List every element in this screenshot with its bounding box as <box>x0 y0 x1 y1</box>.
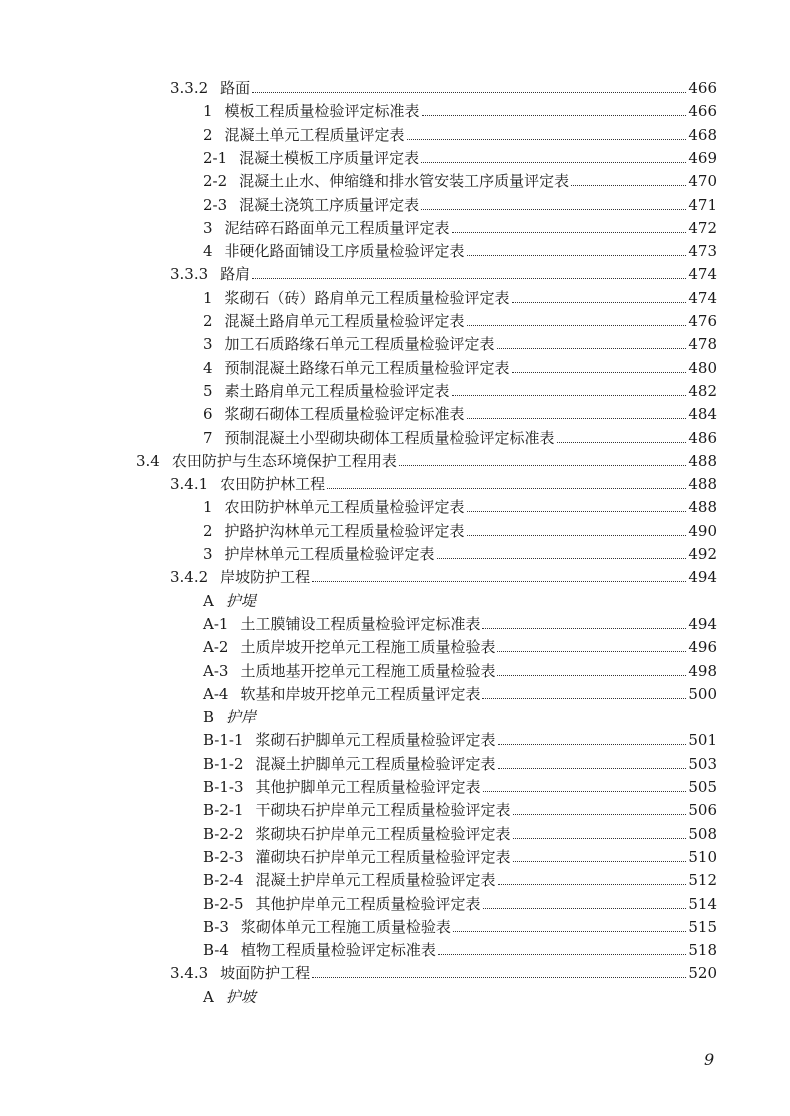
toc-entry[interactable] <box>203 239 717 261</box>
toc-leader-dots <box>513 838 687 839</box>
toc-entry-page: 488 <box>688 451 717 470</box>
toc-entry-title: 混凝土路肩单元工程质量检验评定表 <box>224 312 465 330</box>
toc-entry-page: 482 <box>688 381 717 400</box>
toc-entry[interactable] <box>203 728 717 750</box>
toc-entry-page: 498 <box>688 661 717 680</box>
toc-leader-dots <box>438 954 686 955</box>
toc-entry[interactable] <box>203 612 717 634</box>
toc-entry-page: 468 <box>688 125 717 144</box>
toc-entry[interactable] <box>203 309 717 331</box>
toc-entry-number: 3.4 <box>136 451 160 470</box>
toc-entry-title: 灌砌块石护岸单元工程质量检验评定表 <box>255 847 511 866</box>
toc-entry-number: A-2 <box>203 638 229 657</box>
toc-entry-title: 农田防护与生态环境保护工程用表 <box>171 451 397 470</box>
toc-entry-page: 503 <box>688 754 717 773</box>
toc-entry-number: 6 <box>203 405 213 424</box>
toc-entry-number: 1 <box>203 498 213 517</box>
toc-entry[interactable] <box>203 123 717 145</box>
toc-entry-number: 3.4.2 <box>170 568 209 587</box>
toc-entry-number: 3.3.3 <box>170 265 209 284</box>
toc-entry-page: 514 <box>688 894 717 913</box>
toc-leader-dots <box>557 442 687 443</box>
toc-entry-title: 护坡 <box>225 987 256 1006</box>
toc-entry-number: 3 <box>203 335 213 354</box>
toc-entry-title: 土工膜铺设工程质量检验评定标准表 <box>240 614 481 633</box>
toc-leader-dots <box>453 931 686 932</box>
toc-entry[interactable] <box>203 775 717 797</box>
toc-entry[interactable] <box>203 822 717 844</box>
toc-entry-number: B-4 <box>203 941 229 960</box>
toc-entry-page: 484 <box>688 405 717 424</box>
toc-entry[interactable] <box>203 892 717 914</box>
toc-entry-number: 2 <box>203 521 213 540</box>
toc-leader-dots <box>497 651 686 652</box>
toc-entry-title: 农田防护林工程 <box>220 475 326 494</box>
toc-entry[interactable] <box>170 262 717 284</box>
toc-entry-title: 路面 <box>220 79 251 97</box>
toc-entry-page: 466 <box>688 79 717 97</box>
toc-entry-number: B-1-3 <box>203 778 244 796</box>
toc-entry-page: 520 <box>688 964 717 983</box>
toc-entry-page: 471 <box>688 195 717 214</box>
toc-entry-number: A <box>203 987 214 1006</box>
toc-entry-title: 护堤 <box>225 591 256 610</box>
toc-entry[interactable] <box>203 99 717 121</box>
toc-leader-dots <box>421 162 686 163</box>
toc-leader-dots <box>483 791 687 792</box>
toc-entry-page: 505 <box>688 778 717 796</box>
toc-entry[interactable] <box>203 146 717 168</box>
toc-leader-dots <box>452 395 687 396</box>
toc-entry-title: 植物工程质量检验评定标准表 <box>240 941 436 960</box>
toc-entry-page: 494 <box>688 614 717 633</box>
toc-entry-page: 478 <box>688 335 717 354</box>
toc-leader-dots <box>482 698 686 699</box>
toc-entry-page: 518 <box>688 941 717 960</box>
toc-entry-title: 其他护脚单元工程质量检验评定表 <box>255 778 481 796</box>
toc-entry-title: 其他护岸单元工程质量检验评定表 <box>255 894 481 913</box>
toc-leader-dots <box>312 581 686 582</box>
toc-entry-page: 488 <box>688 498 717 517</box>
toc-leader-dots <box>467 418 687 419</box>
toc-entry-number: 2 <box>203 312 213 330</box>
toc-leader-dots <box>467 511 687 512</box>
toc-entry[interactable] <box>203 356 717 378</box>
toc-entry-number: 3.3.2 <box>170 79 209 97</box>
toc-entry-page: 474 <box>688 288 717 307</box>
toc-entry-title: 路肩 <box>220 265 251 284</box>
toc-leader-dots <box>327 488 686 489</box>
toc-entry[interactable] <box>203 542 717 564</box>
toc-entry-title: 混凝土模板工序质量评定表 <box>239 148 420 167</box>
toc-entry-title: 非硬化路面铺设工序质量检验评定表 <box>224 242 465 261</box>
toc-entry-title: 护路护沟林单元工程质量检验评定表 <box>224 521 465 540</box>
toc-entry[interactable] <box>170 472 717 494</box>
toc-entry-page: 515 <box>688 917 717 936</box>
toc-entry-page: 492 <box>688 545 717 563</box>
toc-entry-title: 素土路肩单元工程质量检验评定表 <box>224 381 450 400</box>
toc-entry-title: 干砌块石护岸单元工程质量检验评定表 <box>255 801 511 820</box>
toc-entry-number: 2-3 <box>203 195 228 214</box>
toc-entry[interactable] <box>203 635 717 657</box>
toc-leader-dots <box>467 535 687 536</box>
toc-entry[interactable] <box>203 798 717 820</box>
toc-entry[interactable] <box>203 169 717 191</box>
toc-entry[interactable] <box>203 868 717 890</box>
toc-leader-dots <box>497 675 686 676</box>
toc-entry-number: 2-1 <box>203 148 228 167</box>
toc-leader-dots <box>312 977 686 978</box>
toc-leader-dots <box>571 185 686 186</box>
toc-leader-dots <box>252 278 686 279</box>
toc-entry-page: 496 <box>688 638 717 657</box>
toc-entry-page: 480 <box>688 358 717 377</box>
toc-entry-title: 土质岸坡开挖单元工程施工质量检验表 <box>240 638 496 657</box>
toc-entry-page: 500 <box>688 684 717 703</box>
toc-leader-dots <box>452 232 687 233</box>
toc-entry[interactable] <box>203 938 717 960</box>
toc-leader-dots <box>399 465 686 466</box>
toc-entry-page: 488 <box>688 475 717 494</box>
toc-entry[interactable] <box>203 589 256 611</box>
toc-entry-title: 护岸林单元工程质量检验评定表 <box>224 545 435 563</box>
toc-entry[interactable] <box>203 659 717 681</box>
toc-entry-number: A-3 <box>203 661 229 680</box>
toc-entry[interactable] <box>203 985 256 1007</box>
toc-entry-page: 494 <box>688 568 717 587</box>
toc-leader-dots <box>407 139 687 140</box>
toc-entry-title: 浆砌石护脚单元工程质量检验评定表 <box>255 731 496 750</box>
toc-entry-page: 490 <box>688 521 717 540</box>
toc-entry-number: 2 <box>203 125 213 144</box>
toc-entry-page: 506 <box>688 801 717 820</box>
toc-entry-page: 501 <box>688 731 717 750</box>
toc-entry[interactable] <box>203 286 717 308</box>
toc-entry-title: 岸坡防护工程 <box>220 568 311 587</box>
toc-entry-page: 510 <box>688 847 717 866</box>
toc-entry-number: 7 <box>203 428 213 447</box>
toc-entry-title: 模板工程质量检验评定标准表 <box>224 102 420 121</box>
toc-entry-page: 476 <box>688 312 717 330</box>
toc-entry[interactable] <box>203 752 717 774</box>
toc-leader-dots <box>252 92 686 93</box>
toc-entry-number: B-2-2 <box>203 824 244 843</box>
toc-entry-page: 469 <box>688 148 717 167</box>
toc-leader-dots <box>498 744 687 745</box>
toc-entry[interactable] <box>203 216 717 238</box>
toc-entry[interactable] <box>203 402 717 424</box>
toc-entry-page: 470 <box>688 172 717 191</box>
toc-entry-title: 土质地基开挖单元工程施工质量检验表 <box>240 661 496 680</box>
toc-entry-title: 混凝土护脚单元工程质量检验评定表 <box>255 754 496 773</box>
toc-entry-title: 护岸 <box>226 708 257 727</box>
toc-leader-dots <box>512 302 687 303</box>
toc-leader-dots <box>512 372 687 373</box>
toc-entry-title: 预制混凝土小型砌块砌体工程质量检验评定标准表 <box>224 428 555 447</box>
toc-entry[interactable] <box>203 682 717 704</box>
toc-leader-dots <box>467 255 687 256</box>
toc-entry-title: 混凝土止水、伸缩缝和排水管安装工序质量评定表 <box>239 172 570 191</box>
toc-entry-page: 474 <box>688 265 717 284</box>
toc-entry-number: 4 <box>203 242 213 261</box>
toc-leader-dots <box>483 908 687 909</box>
toc-entry-number: B-3 <box>203 917 229 936</box>
toc-entry-title: 浆砌体单元工程施工质量检验表 <box>240 917 451 936</box>
page-number: 9 <box>704 1050 715 1069</box>
toc-entry-title: 预制混凝土路缘石单元工程质量检验评定表 <box>224 358 510 377</box>
toc-entry-number: 1 <box>203 288 213 307</box>
toc-leader-dots <box>498 884 687 885</box>
toc-entry-number: 5 <box>203 381 213 400</box>
toc-leader-dots <box>421 209 686 210</box>
toc-entry-number: 3 <box>203 218 213 237</box>
toc-entry[interactable] <box>170 961 717 983</box>
toc-entry-number: 1 <box>203 102 213 121</box>
toc-entry[interactable] <box>170 565 717 587</box>
toc-entry-number: 4 <box>203 358 213 377</box>
toc-entry-number: B-2-5 <box>203 894 244 913</box>
toc-leader-dots <box>482 628 686 629</box>
toc-entry-title: 泥结碎石路面单元工程质量评定表 <box>224 218 450 237</box>
toc-entry-number: 3 <box>203 545 213 563</box>
toc-entry[interactable] <box>203 519 717 541</box>
toc-entry-number: A <box>203 591 214 610</box>
toc-entry[interactable] <box>136 449 717 471</box>
toc-entry-page: 472 <box>688 218 717 237</box>
toc-entry-page: 486 <box>688 428 717 447</box>
toc-entry-title: 浆砌石砌体工程质量检验评定标准表 <box>224 405 465 424</box>
toc-entry-title: 浆砌块石护岸单元工程质量检验评定表 <box>255 824 511 843</box>
toc-entry-title: 混凝土护岸单元工程质量检验评定表 <box>255 871 496 890</box>
toc-entry[interactable] <box>203 705 256 727</box>
toc-leader-dots <box>498 768 687 769</box>
toc-leader-dots <box>422 115 687 116</box>
toc-leader-dots <box>513 814 687 815</box>
toc-entry-page: 473 <box>688 242 717 261</box>
toc-entry[interactable] <box>203 332 717 354</box>
toc-entry-number: 2-2 <box>203 172 228 191</box>
toc-entry-title: 农田防护林单元工程质量检验评定表 <box>224 498 465 517</box>
toc-leader-dots <box>467 325 687 326</box>
toc-entry[interactable] <box>203 426 717 448</box>
toc-entry-number: 3.4.3 <box>170 964 209 983</box>
toc-leader-dots <box>437 558 687 559</box>
toc-entry[interactable] <box>203 495 717 517</box>
toc-entry[interactable] <box>203 915 717 937</box>
toc-entry[interactable] <box>203 379 717 401</box>
toc-entry-title: 坡面防护工程 <box>220 964 311 983</box>
toc-entry-page: 508 <box>688 824 717 843</box>
toc-entry[interactable] <box>170 76 717 98</box>
toc-entry-title: 混凝土浇筑工序质量评定表 <box>239 195 420 214</box>
toc-entry-number: B <box>203 708 215 727</box>
toc-entry-page: 466 <box>688 102 717 121</box>
toc-leader-dots <box>513 861 687 862</box>
toc-entry-title: 浆砌石（砖）路肩单元工程质量检验评定表 <box>224 288 510 307</box>
toc-entry-number: B-1-2 <box>203 754 244 773</box>
toc-entry[interactable] <box>203 845 717 867</box>
toc-entry-number: A-4 <box>203 684 229 703</box>
toc-entry-number: B-1-1 <box>203 731 244 750</box>
toc-entry-number: A-1 <box>203 614 229 633</box>
toc-entry-number: 3.4.1 <box>170 475 209 494</box>
toc-entry-title: 混凝土单元工程质量评定表 <box>224 125 405 144</box>
toc-entry[interactable] <box>203 193 717 215</box>
toc-entry-title: 软基和岸坡开挖单元工程质量评定表 <box>240 684 481 703</box>
toc-entry-number: B-2-4 <box>203 871 244 890</box>
toc-entry-number: B-2-3 <box>203 847 244 866</box>
toc-entry-number: B-2-1 <box>203 801 244 820</box>
toc-leader-dots <box>497 348 687 349</box>
toc-entry-page: 512 <box>688 871 717 890</box>
toc-entry-title: 加工石质路缘石单元工程质量检验评定表 <box>224 335 495 354</box>
